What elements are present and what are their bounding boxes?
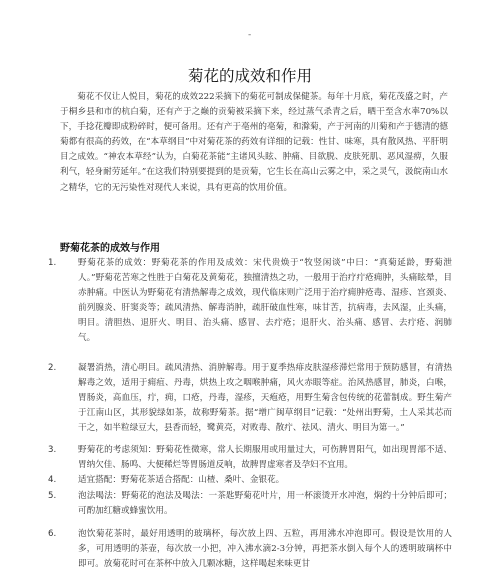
- list-item-1: [40, 256, 452, 347]
- list-item-6: [40, 527, 452, 572]
- intro-paragraph: 菊花不仅让人悦目，菊花的成效222采摘下的菊花可制成保健茶。每年十月底，菊花茂盛之时，产于桐乡县和市的杭白菊，还有产于之巅的贡菊被采摘下来，经过蒸气杀青之后，晒干至含水率70%以下，手捻花瓣即成粉碎时，便可备用。还有产于亳州的亳菊，和滁菊，产于河南的川菊和产于德清的德菊都有很高的药效，在“本草纲目”中对菊花茶的药效有详细的记载：性甘、味寒，具有散风热、平肝明目之成效。“神农本草经”认为，白菊花茶能“主诸风头眩、肿痛、目欲脱、皮肤死肌、恶风湿痹，久服利气，轻身耐劳延年。”在这我们特别要提到的是贡菊，它生长在高山云雾之中，采之灵气，汲皖南山水之精华，它的无污染性对现代人来说，具有更高的饮用价值。: [60, 92, 448, 193]
- list-item-4: [40, 473, 452, 488]
- list-text: 野菊花茶的成效：野菊花茶的作用及成效：宋代贵焕于“牧竖闲谈”中曰：“真菊延龄，野菊泄人。”野菊花苦寒之性胜于白菊花及黄菊花，独擅清热之功，一般用于治疗疔疮痈肿，头痛眩晕，目赤肿痛。中医认为野菊花有清热解毒之成效，现代临床则广泛用于治疗痈肿疮毒、湿疹、宫颈炎、前列腺炎、肝窦炎等；疏风清热、解毒消肿，疏肝破血性寒，味甘苦，抗病毒，去风湿，止头痛，明目。清胆热、退肝火、明目、治头痛、感冒、去疔疮；退肝火、治头痛、感冒、去疔疮、润肺气。: [78, 258, 452, 344]
- page-title: 菊花的成效和作用: [187, 67, 312, 85]
- list-number: 4.: [48, 475, 57, 485]
- list-number: 1.: [48, 258, 57, 268]
- list-number: 5.: [48, 491, 57, 501]
- list-text: 适宜搭配：野菊花茶适合搭配：山楂、桑叶、金银花。: [78, 475, 285, 485]
- list-item-2: [40, 361, 452, 436]
- list-number: 6.: [48, 529, 57, 539]
- section-heading: 野菊花茶的成效与作用: [60, 243, 160, 254]
- list-text: 泡法喝法：野菊花的泡法及喝法：一茶匙野菊花叶片，用一杯滚烫开水冲泡，焖约十分钟后即可；可酌加红糖或蜂蜜饮用。: [78, 491, 452, 517]
- header-mark: -: [248, 30, 252, 40]
- list-text: 泡饮菊花茶时，最好用透明的玻璃杯，每次放上四、五粒，再用沸水冲泡即可。假设是饮用的人多，可用透明的茶壶，每次放一小把，冲入沸水滴2-3分钟，再把茶水倒入每个人的透明玻璃杯中即可。放菊花时可在茶杯中放入几颗冰糖，这样喝起来味更甘: [78, 529, 452, 570]
- list-number: 3.: [48, 445, 57, 455]
- list-item-3: [40, 443, 452, 473]
- list-text: 野菊花的考虑须知：野菊花性微寒，常人长期服用或用量过大，可伤脾胃阳气，如出现胃部不适、胃纳欠佳、肠鸣、大便稀烂等胃肠道反响，故脾胃虚寒者及孕妇不宜用。: [78, 445, 452, 471]
- list-text: 凝署消热，清心明目。疏风清热、消肿解毒。用于夏季热痱皮肤湿疹滞烂常用于预防感冒，有清热解毒之效，适用于痈疽、丹毒，烘热上攻之咽喉肿痛，风火赤眼等症。治风热感冒，肺炎，白喉，胃肠炎，高血压，疔，痈，口疮，丹毒，湿疹，天疱疮，用野生菊含包传统的花蕾制成。野生菊产于江南山区，其形貌绿如茶，故称野菊茶。据“增广闽草纲目”记载：“处州出野菊，土人采其芯而干之，如半粒绿豆大，县香而轻，鹭黄亮，对败毒、散疔、祛风、清火、明目为第一。”: [78, 363, 452, 434]
- list-item-5: [40, 489, 452, 519]
- list-number: 2.: [48, 363, 57, 373]
